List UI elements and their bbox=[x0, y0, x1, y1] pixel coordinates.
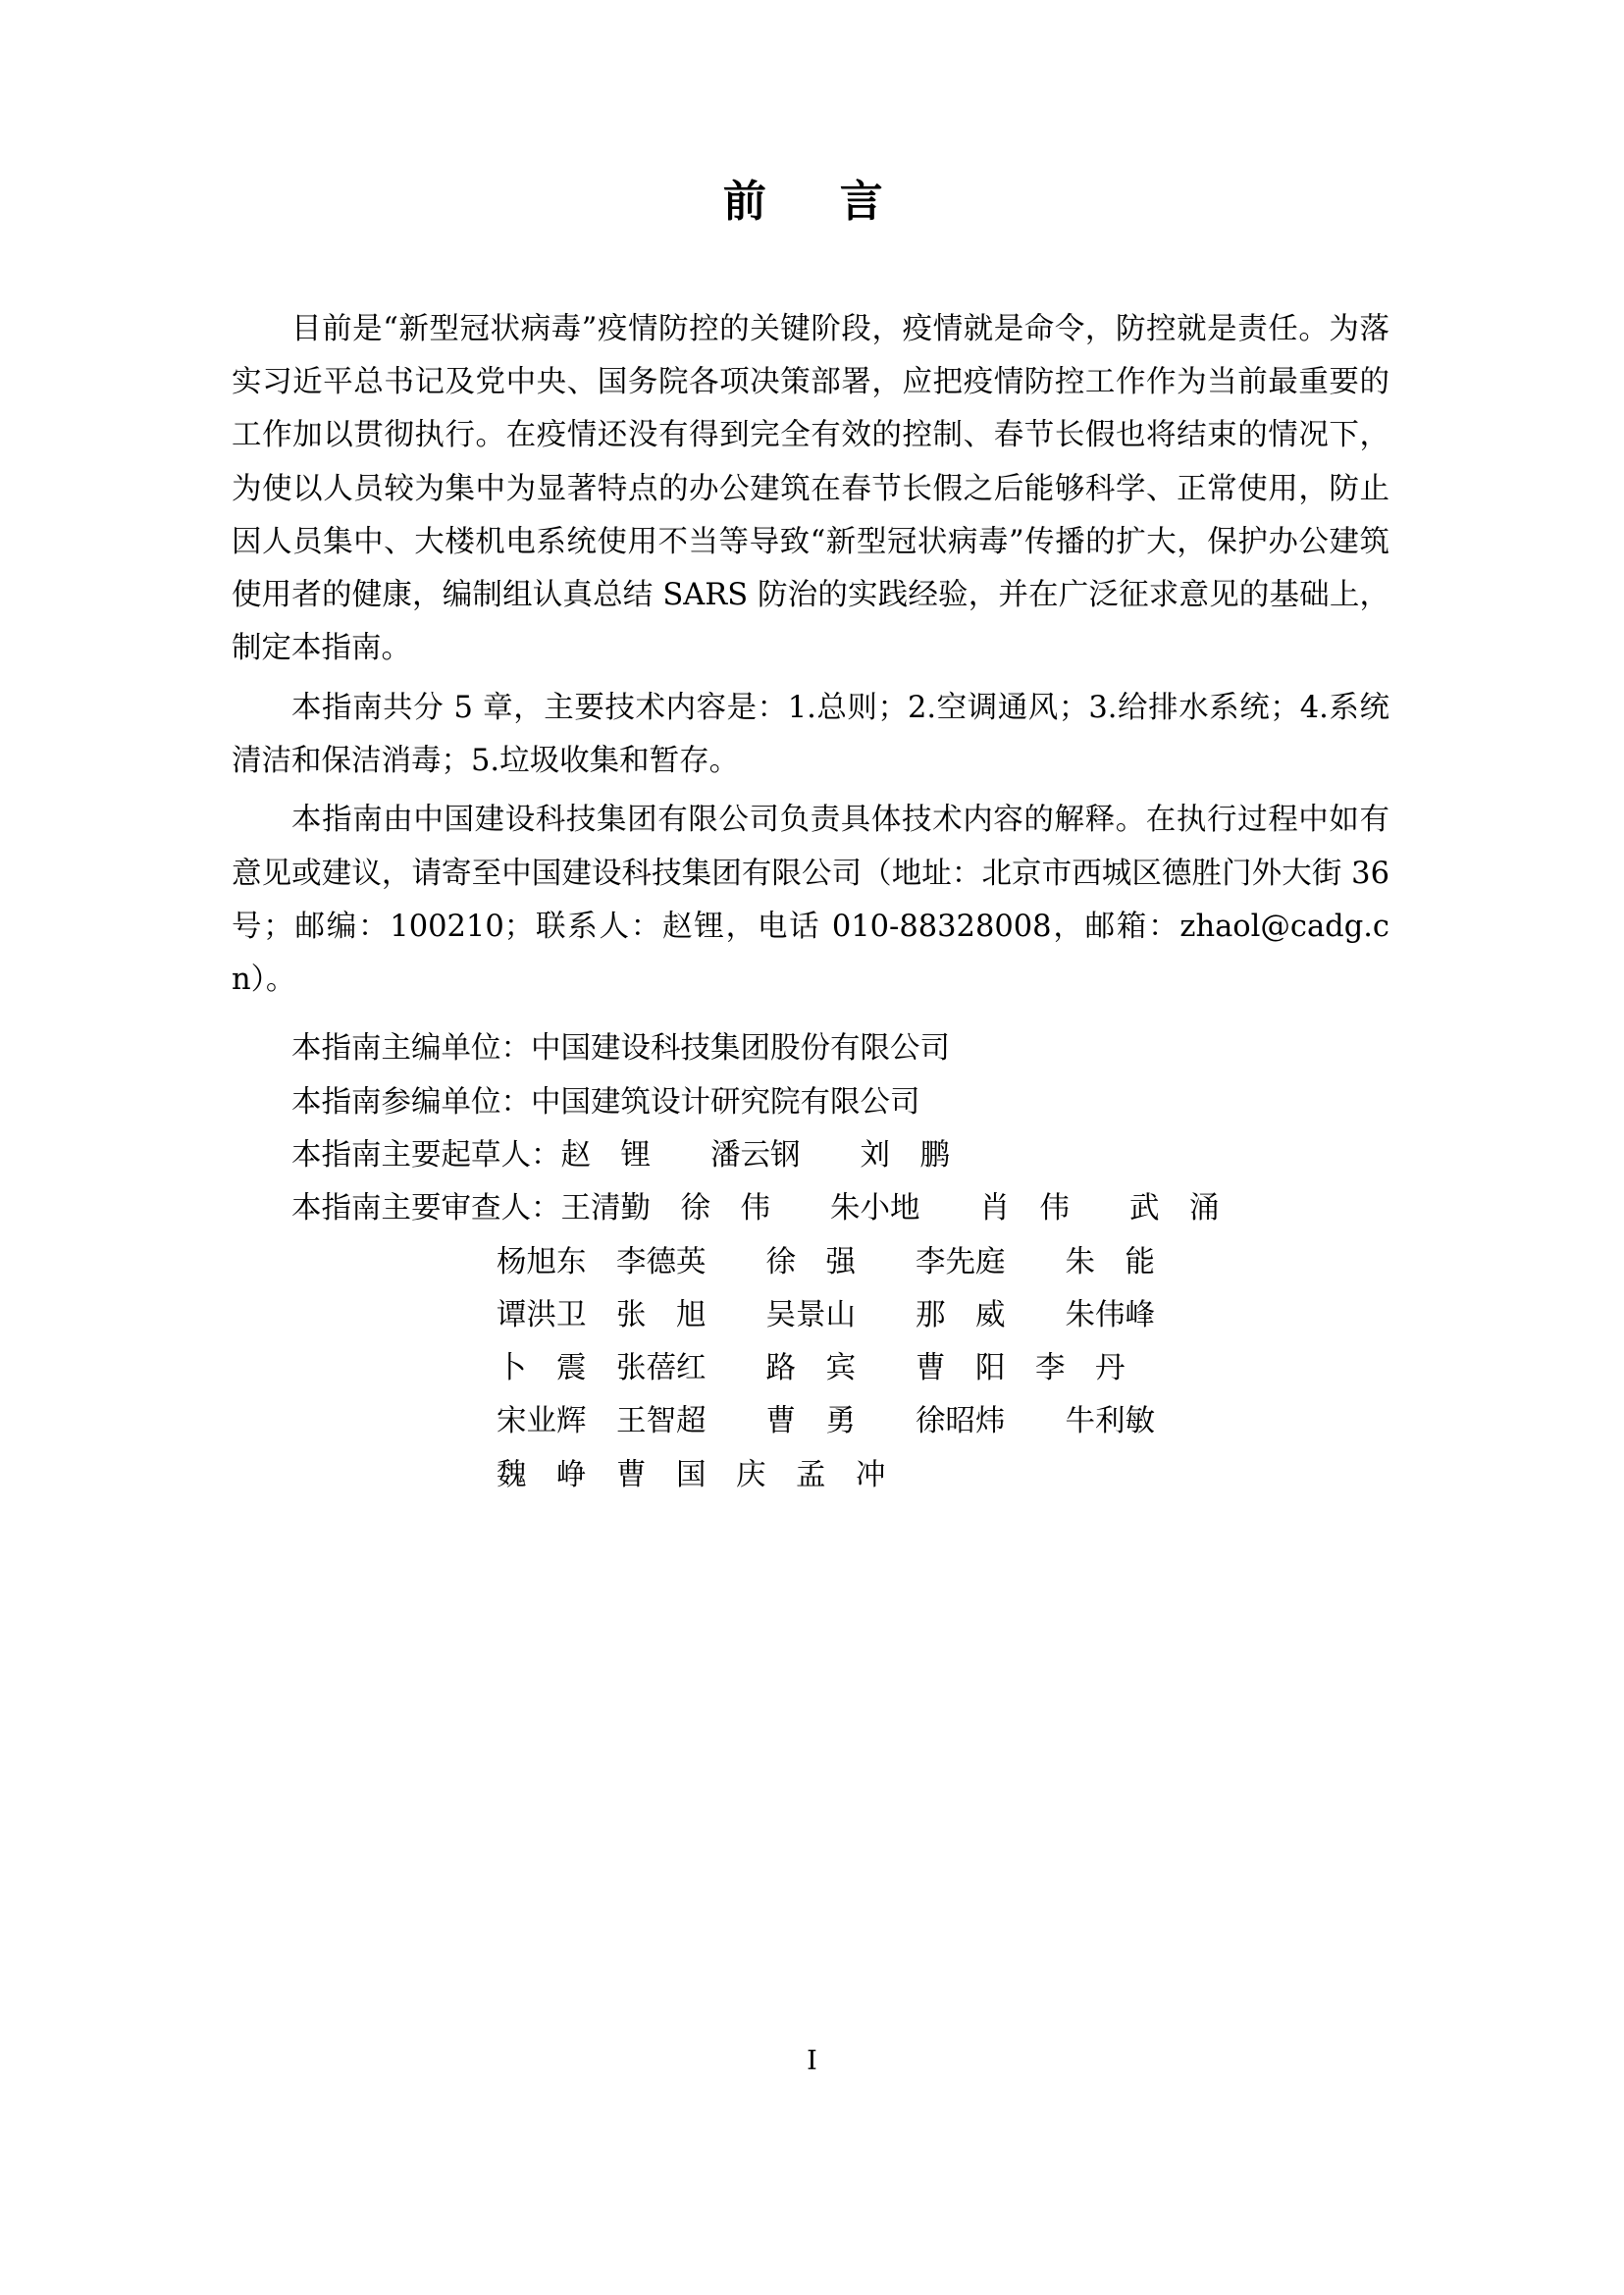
paragraph-intro: 目前是“新型冠状病毒”疫情防控的关键阶段，疫情就是命令，防控就是责任。为落实习近平总书记及党中央、国务院各项决策部署，应把疫情防控工作作为当前最重要的工作加以贯彻执行。在疫情还没有得到完全有效的控制、春节长假也将结束的情况下，为使以人员较为集中为显著特点的办公建筑在春节长假之后能够科学、正常使用，防止因人员集中、大楼机电系统使用不当等导致“新型冠状病毒”传播的扩大，保护办公建筑使用者的健康，编制组认真总结 SARS 防治的实践经验，并在广泛征求意见的基础上，制定本指南。 bbox=[232, 311, 1389, 666]
reviewers-block bbox=[232, 1182, 1389, 1502]
page-title: 前 言 bbox=[722, 177, 899, 227]
credit-participating-unit: 本指南参编单位：中国建筑设计研究院有限公司 bbox=[291, 1084, 920, 1120]
page-content bbox=[232, 177, 1389, 1502]
page-number: I bbox=[807, 2046, 817, 2076]
reviewers-label: 本指南主要审查人： bbox=[291, 1191, 561, 1226]
paragraph-chapters: 本指南共分 5 章，主要技术内容是：1.总则；2.空调通风；3.给排水系统；4.系统清洁和保洁消毒；5.垃圾收集和暂存。 bbox=[232, 690, 1389, 779]
reviewers-row-4: 卜 震 张蓓红 路 宾 曹 阳 李 丹 bbox=[497, 1351, 1126, 1386]
reviewers-row-line-6 bbox=[232, 1449, 1389, 1502]
reviewers-row-3: 谭洪卫 张 旭 吴景山 那 威 朱伟峰 bbox=[497, 1297, 1155, 1332]
credit-main-drafters: 本指南主要起草人：赵 锂 潘云钢 刘 鹏 bbox=[291, 1138, 950, 1174]
reviewers-row-line-2 bbox=[232, 1236, 1389, 1289]
reviewers-row-5: 宋业辉 王智超 曹 勇 徐昭炜 牛利敏 bbox=[497, 1404, 1155, 1439]
spacer bbox=[232, 1013, 1389, 1022]
credit-chief-editor-unit: 本指南主编单位：中国建设科技集团股份有限公司 bbox=[291, 1031, 950, 1067]
reviewers-row-2: 杨旭东 李德英 徐 强 李先庭 朱 能 bbox=[497, 1244, 1155, 1279]
reviewers-first-row bbox=[232, 1182, 1389, 1235]
reviewers-row-line-3 bbox=[232, 1289, 1389, 1342]
reviewers-row-6: 魏 峥 曹 国 庆 孟 冲 bbox=[497, 1457, 886, 1492]
reviewers-row-line-5 bbox=[232, 1395, 1389, 1448]
reviewers-row-1: 王清勤 徐 伟 朱小地 肖 伟 武 涌 bbox=[560, 1191, 1220, 1226]
paragraph-interpretation: 本指南由中国建设科技集团有限公司负责具体技术内容的解释。在执行过程中如有意见或建议，请寄至中国建设科技集团有限公司（地址：北京市西城区德胜门外大街 36 号；邮编：100210；联系人：赵锂，电话 010-88328008，邮箱：zhaol@cadg.cn）。 bbox=[232, 803, 1389, 998]
reviewers-row-line-4 bbox=[232, 1342, 1389, 1395]
